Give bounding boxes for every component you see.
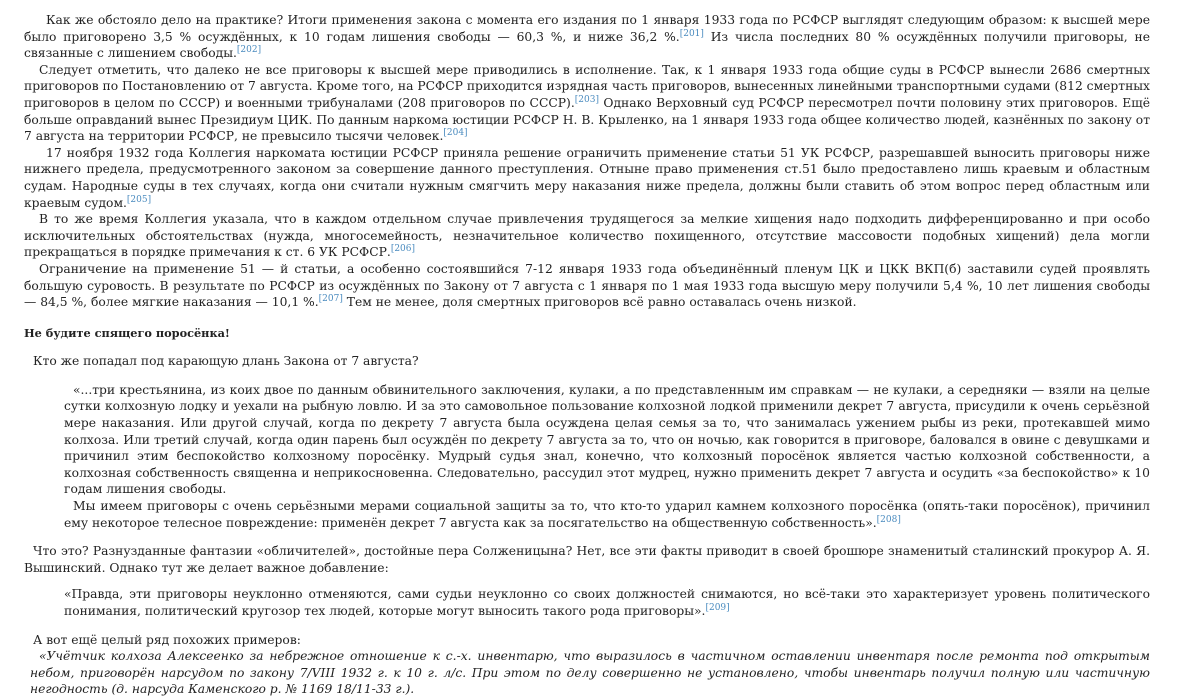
paragraph-text: Как же обстояло дело на практике? Итоги применения закона с момента его издания по 1 января 1933 года по РСФСР выглядят следующим образом: к высшей мере было приговорено 3,5 % осуждённых, к 10 годам лишения свободы — 60,3 %, и ниже 36,2 %.	[24, 13, 1150, 44]
footnote-link[interactable]: [208]	[876, 514, 901, 525]
paragraph-text: Ограничение на применение 51 — й статьи, а особенно состоявшийся 7-12 января 1933 года объединённый пленум ЦК и ЦКК ВКП(б) заставили судей проявлять большую суровость. В результате по РСФСР из осуждённых по Закону от 7 августа с 1 января по 1 мая 1933 года высшую меру получили 5,4 %, 10 лет лишения свободы — 84,5 %, более мягкие наказания — 10,1 %.	[24, 261, 1150, 310]
footnote-link[interactable]: [206]	[390, 244, 416, 255]
paragraph-text: В то же время Коллегия указала, что в каждом отдельном случае привлечения трудящегося за мелкие хищения надо подходить дифференцированно и при особо исключительных обстоятельствах (нужда, многосемейность, незначительное количество похищенного, отсутствие массовости подобных хищений) дела могли прекращаться в порядке примечания к ст. 6 УК РСФСР.	[24, 212, 1150, 260]
paragraph-differentiation	[24, 211, 1150, 261]
footnote-link[interactable]: [207]	[318, 294, 343, 304]
quote-paragraph: «...три крестьянина, из коих двое по данным обвинительного заключения, кулаки, а по представленным им справкам — не кулаки, а середняки — взяли на целые сутки колхозную лодку и уехали на рыбную ловлю. И за это самовольное пользование колхозной лодкой применили декрет 7 августа, присудили к очень серьёзной мере наказания. Или другой случай, когда по декрету 7 августа была осуждена целая семья за то, что занималась ужением рыбы из реки, протекавшей мимо колхоза. Или третий случай, когда один парень был осуждён по декрету 7 августа за то, что он ночью, как говорится в приговоре, баловался в овине с девушками и причинил этим беспокойство колхозному поросёнку. Мудрый судья знал, конечно, что колхозный поросёнок является частью колхозной собственности, а колхозная собственность священна и неприкосновенна. Следовательно, рассудил этот мудрец, нужно применить декрет 7 августа и осудить «за беспокойство» к 10 годам лишения свободы.	[64, 382, 1150, 497]
paragraph-collegium	[24, 145, 1150, 211]
italic-example-quote: «Учётчик колхоза Алексеенко за небрежное отношение к с.-х. инвентарю, что выразилось в частичном оставлении инвентаря после ремонта под открытым небом, приговорён нарсудом по закону 7/VIII 1932 г. к 10 г. л/с. При этом по делу совершенно не установлено, чтобы инвентарь получил полную или частичную негодность (д. нарсуда Каменского р. № 1169 18/11-33 г.).	[30, 649, 1150, 697]
paragraph-text: Из числа последних 80 % осуждённых получили приговоры, не связанные с лишением свободы.	[24, 29, 1150, 61]
footnote-link[interactable]: [204]	[443, 128, 468, 139]
paragraph-text: Однако Верховный суд РСФСР пересмотрел почти половину этих приговоров. Ещё больше оправданий вынес Президиум ЦИК. По данным наркома юстиции РСФСР Н. В. Крыленко, на 1 января 1933 года общее количество людей, казнённых по закону от 7 августа на территории РСФСР, не превысило тысячи человек.	[24, 95, 1150, 144]
quote-paragraph	[64, 586, 1150, 619]
paragraph-restriction	[24, 261, 1150, 311]
quote-text: Мы имеем приговоры с очень серьёзными мерами социальной защиты за то, что кто-то ударил камнем колхозного поросёнка (опять-таки поросёнок), причинил ему некоторое телесное повреждение: применён декрет 7 августа как за посягательство на общественную собственность».	[64, 499, 1150, 530]
paragraph-practice	[24, 12, 1150, 62]
paragraph-commentary: Что это? Разнузданные фантазии «обличителей», достойные пера Солженицына? Нет, все эти факты приводит в своей брошюре знаменитый сталинский прокурор А. Я. Вышинский. Однако тут же делает важное добавление:	[24, 544, 1150, 575]
paragraph-text: 17 ноября 1932 года Коллегия наркомата юстиции РСФСР приняла решение ограничить применение статьи 51 УК РСФСР, разрешавшей выносить приговоры ниже нижнего предела, предусмотренного законом за совершение данного преступления. Отныне право применения ст.51 было предоставлено лишь краевым и областным судам. Народные суды в тех случаях, когда они считали нужным смягчить меру наказания ниже предела, должны были ставить об этом вопрос перед областным или краевым судом.	[24, 145, 1150, 210]
footnote-link[interactable]: [202]	[236, 45, 262, 56]
footnote-link[interactable]: [205]	[126, 194, 152, 205]
paragraph-examples-lead: А вот ещё целый ряд похожих примеров:	[33, 632, 301, 647]
paragraph-text: Следует отметить, что далеко не все приговоры к высшей мере приводились в исполнение. Так, к 1 января 1933 года общие суды в РСФСР вынесли 2686 смертных приговоров по Постановлению от 7 августа. Кроме того, на РСФСР приходится изрядная часть приговоров, вынесенных линейными транспортными судами (812 смертных приговоров в целом по СССР) и военными трибуналами (208 приговоров по СССР).	[24, 62, 1150, 110]
blockquote-vyshinsky	[24, 382, 1150, 531]
quote-text: «Правда, эти приговоры неуклонно отменяются, сами судьи неуклонно со своих должностей снимаются, но всё-таки это характеризует уровень политического понимания, политический кругозор тех людей, которые могут выносить такого рода приговоры».	[64, 587, 1150, 618]
blockquote-addition	[24, 586, 1150, 619]
footnote-link[interactable]: [201]	[679, 28, 704, 39]
quote-paragraph	[64, 498, 1150, 531]
paragraph-text: Тем не менее, доля смертных приговоров всё равно оставалась очень низкой.	[342, 295, 857, 310]
footnote-link[interactable]: [209]	[705, 602, 730, 613]
paragraph-executions	[24, 62, 1150, 145]
question-paragraph: Кто же попадал под карающую длань Закона от 7 августа?	[33, 354, 419, 369]
footnote-link[interactable]: [203]	[574, 94, 599, 105]
section-heading: Не будите спящего поросёнка!	[24, 325, 230, 340]
